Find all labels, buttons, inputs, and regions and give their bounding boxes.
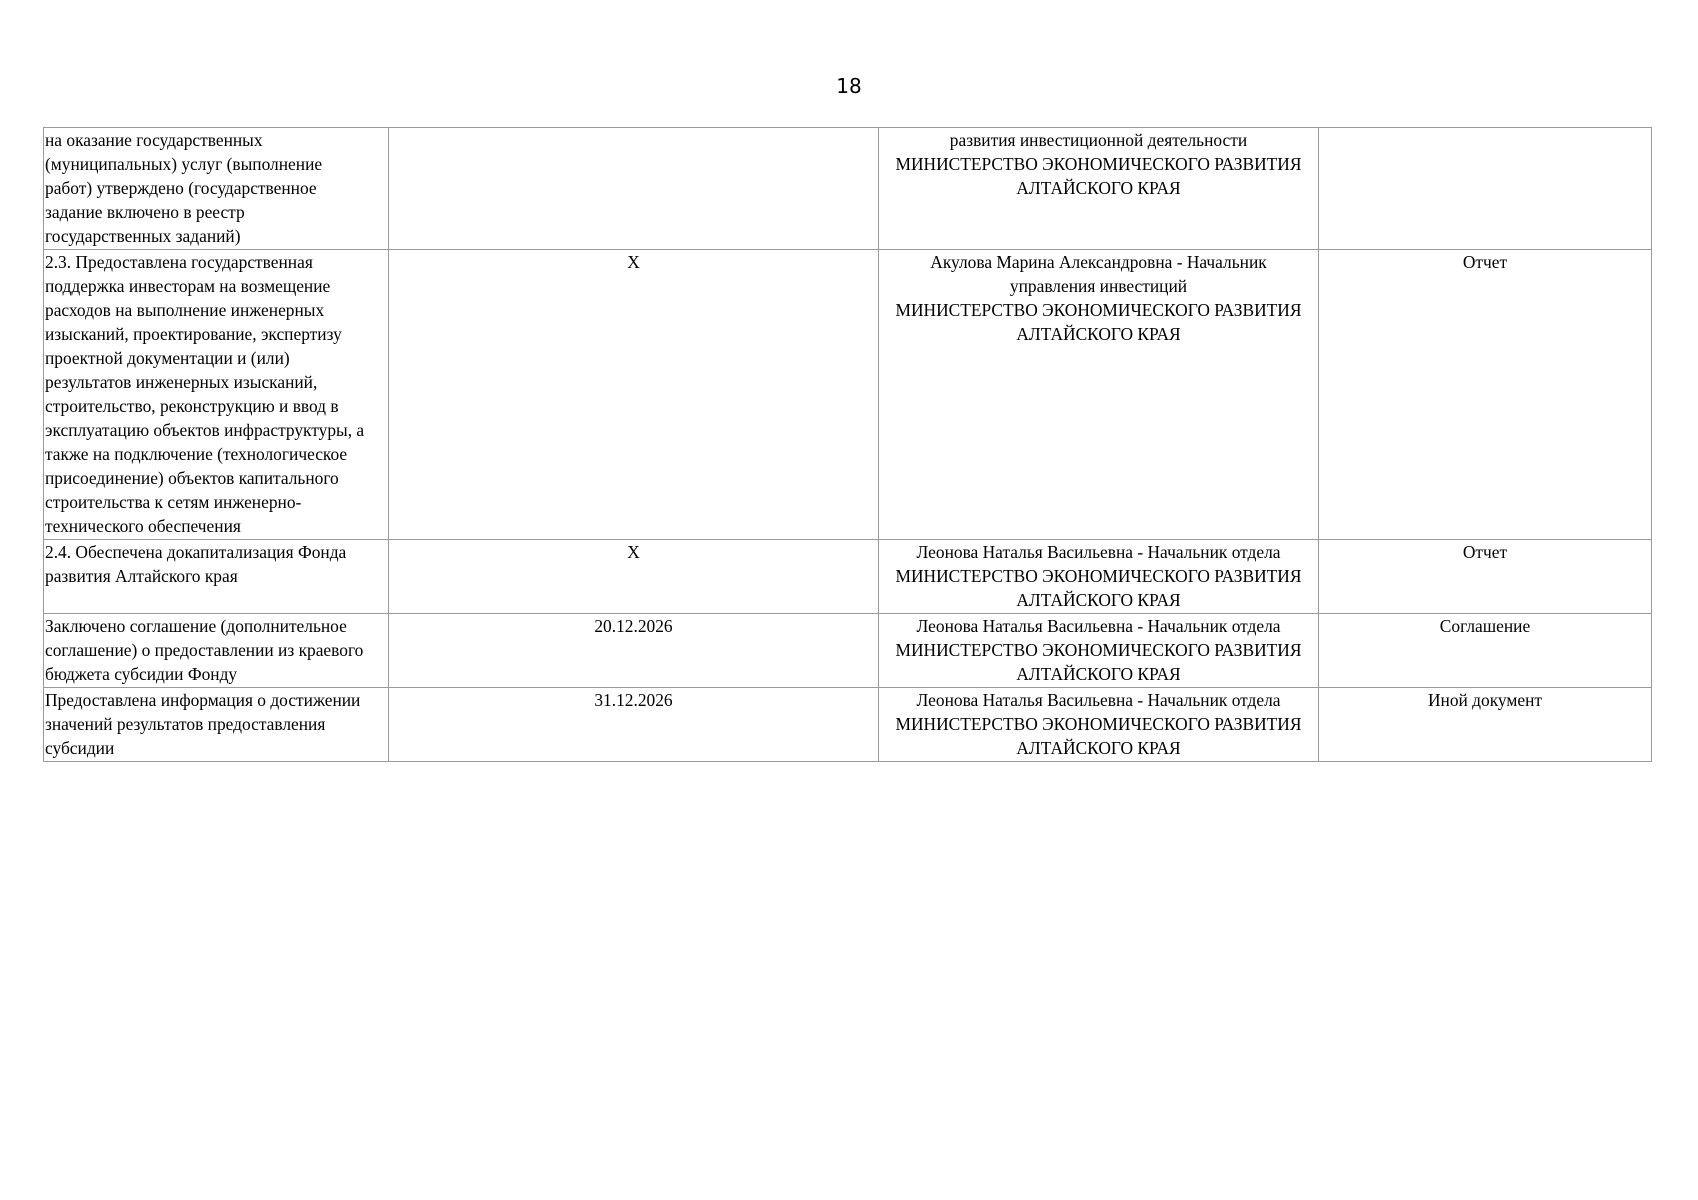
date-cell: X bbox=[389, 540, 879, 614]
task-text: эксплуатацию объектов инфраструктуры, а bbox=[45, 420, 365, 440]
table-row bbox=[44, 128, 1652, 250]
task-text: поддержка инвесторам на возмещение bbox=[45, 276, 331, 296]
responsible-text: Леонова Наталья Васильевна - Начальник отдела bbox=[916, 542, 1281, 562]
responsible-text: развития инвестиционной деятельности bbox=[949, 130, 1248, 150]
task-text: Заключено соглашение (дополнительное bbox=[45, 616, 347, 636]
document-cell bbox=[1319, 128, 1652, 250]
responsible-text: МИНИСТЕРСТВО ЭКОНОМИЧЕСКОГО РАЗВИТИЯ bbox=[895, 640, 1302, 660]
date-cell bbox=[389, 128, 879, 250]
task-text: на оказание государственных bbox=[45, 130, 263, 150]
date-cell: X bbox=[389, 250, 879, 540]
task-text: также на подключение (технологическое bbox=[45, 444, 348, 464]
task-text: государственных заданий) bbox=[45, 226, 241, 246]
responsible-text: АЛТАЙСКОГО КРАЯ bbox=[1016, 664, 1181, 684]
document-cell: Отчет bbox=[1319, 540, 1652, 614]
task-text: Предоставлена информация о достижении bbox=[45, 690, 361, 710]
document-cell: Соглашение bbox=[1319, 614, 1652, 688]
task-text: 2.4. Обеспечена докапитализация Фонда bbox=[45, 542, 347, 562]
task-cell bbox=[44, 128, 389, 250]
date-cell: 20.12.2026 bbox=[389, 614, 879, 688]
responsible-text: АЛТАЙСКОГО КРАЯ bbox=[1016, 178, 1181, 198]
task-cell bbox=[44, 540, 389, 614]
responsible-text: МИНИСТЕРСТВО ЭКОНОМИЧЕСКОГО РАЗВИТИЯ bbox=[895, 566, 1302, 586]
document-cell: Иной документ bbox=[1319, 688, 1652, 762]
responsible-cell bbox=[879, 688, 1319, 762]
task-text: субсидии bbox=[45, 738, 115, 758]
task-text: соглашение) о предоставлении из краевого bbox=[45, 640, 364, 660]
responsible-cell bbox=[879, 614, 1319, 688]
responsible-cell bbox=[879, 128, 1319, 250]
page-number: 18 bbox=[836, 74, 862, 98]
responsible-cell bbox=[879, 250, 1319, 540]
task-text: проектной документации и (или) bbox=[45, 348, 290, 368]
task-text: присоединение) объектов капитального bbox=[45, 468, 339, 488]
task-text: развития Алтайского края bbox=[45, 566, 238, 586]
responsible-text: управления инвестиций bbox=[1009, 276, 1188, 296]
responsible-text: МИНИСТЕРСТВО ЭКОНОМИЧЕСКОГО РАЗВИТИЯ bbox=[895, 154, 1302, 174]
task-text: значений результатов предоставления bbox=[45, 714, 326, 734]
responsible-text: АЛТАЙСКОГО КРАЯ bbox=[1016, 590, 1181, 610]
table-row bbox=[44, 614, 1652, 688]
table-row bbox=[44, 688, 1652, 762]
task-text: технического обеспечения bbox=[45, 516, 241, 536]
plan-table bbox=[43, 127, 1652, 762]
responsible-text: МИНИСТЕРСТВО ЭКОНОМИЧЕСКОГО РАЗВИТИЯ bbox=[895, 300, 1302, 320]
table-row bbox=[44, 250, 1652, 540]
task-text: результатов инженерных изысканий, bbox=[45, 372, 318, 392]
task-text: строительство, реконструкцию и ввод в bbox=[45, 396, 339, 416]
table-row bbox=[44, 540, 1652, 614]
task-text: (муниципальных) услуг (выполнение bbox=[45, 154, 323, 174]
responsible-text: АЛТАЙСКОГО КРАЯ bbox=[1016, 324, 1181, 344]
task-text: строительства к сетям инженерно- bbox=[45, 492, 302, 512]
responsible-text: АЛТАЙСКОГО КРАЯ bbox=[1016, 738, 1181, 758]
task-text: бюджета субсидии Фонду bbox=[45, 664, 238, 684]
responsible-text: МИНИСТЕРСТВО ЭКОНОМИЧЕСКОГО РАЗВИТИЯ bbox=[895, 714, 1302, 734]
responsible-text: Акулова Марина Александровна - Начальник bbox=[930, 252, 1267, 272]
responsible-text: Леонова Наталья Васильевна - Начальник отдела bbox=[916, 690, 1281, 710]
document-cell: Отчет bbox=[1319, 250, 1652, 540]
task-cell bbox=[44, 614, 389, 688]
task-text: расходов на выполнение инженерных bbox=[45, 300, 325, 320]
responsible-cell bbox=[879, 540, 1319, 614]
task-cell bbox=[44, 250, 389, 540]
date-cell: 31.12.2026 bbox=[389, 688, 879, 762]
task-text: работ) утверждено (государственное bbox=[45, 178, 317, 198]
responsible-text: Леонова Наталья Васильевна - Начальник отдела bbox=[916, 616, 1281, 636]
task-text: задание включено в реестр bbox=[45, 202, 245, 222]
task-text: 2.3. Предоставлена государственная bbox=[45, 252, 313, 272]
task-cell bbox=[44, 688, 389, 762]
task-text: изысканий, проектирование, экспертизу bbox=[45, 324, 342, 344]
